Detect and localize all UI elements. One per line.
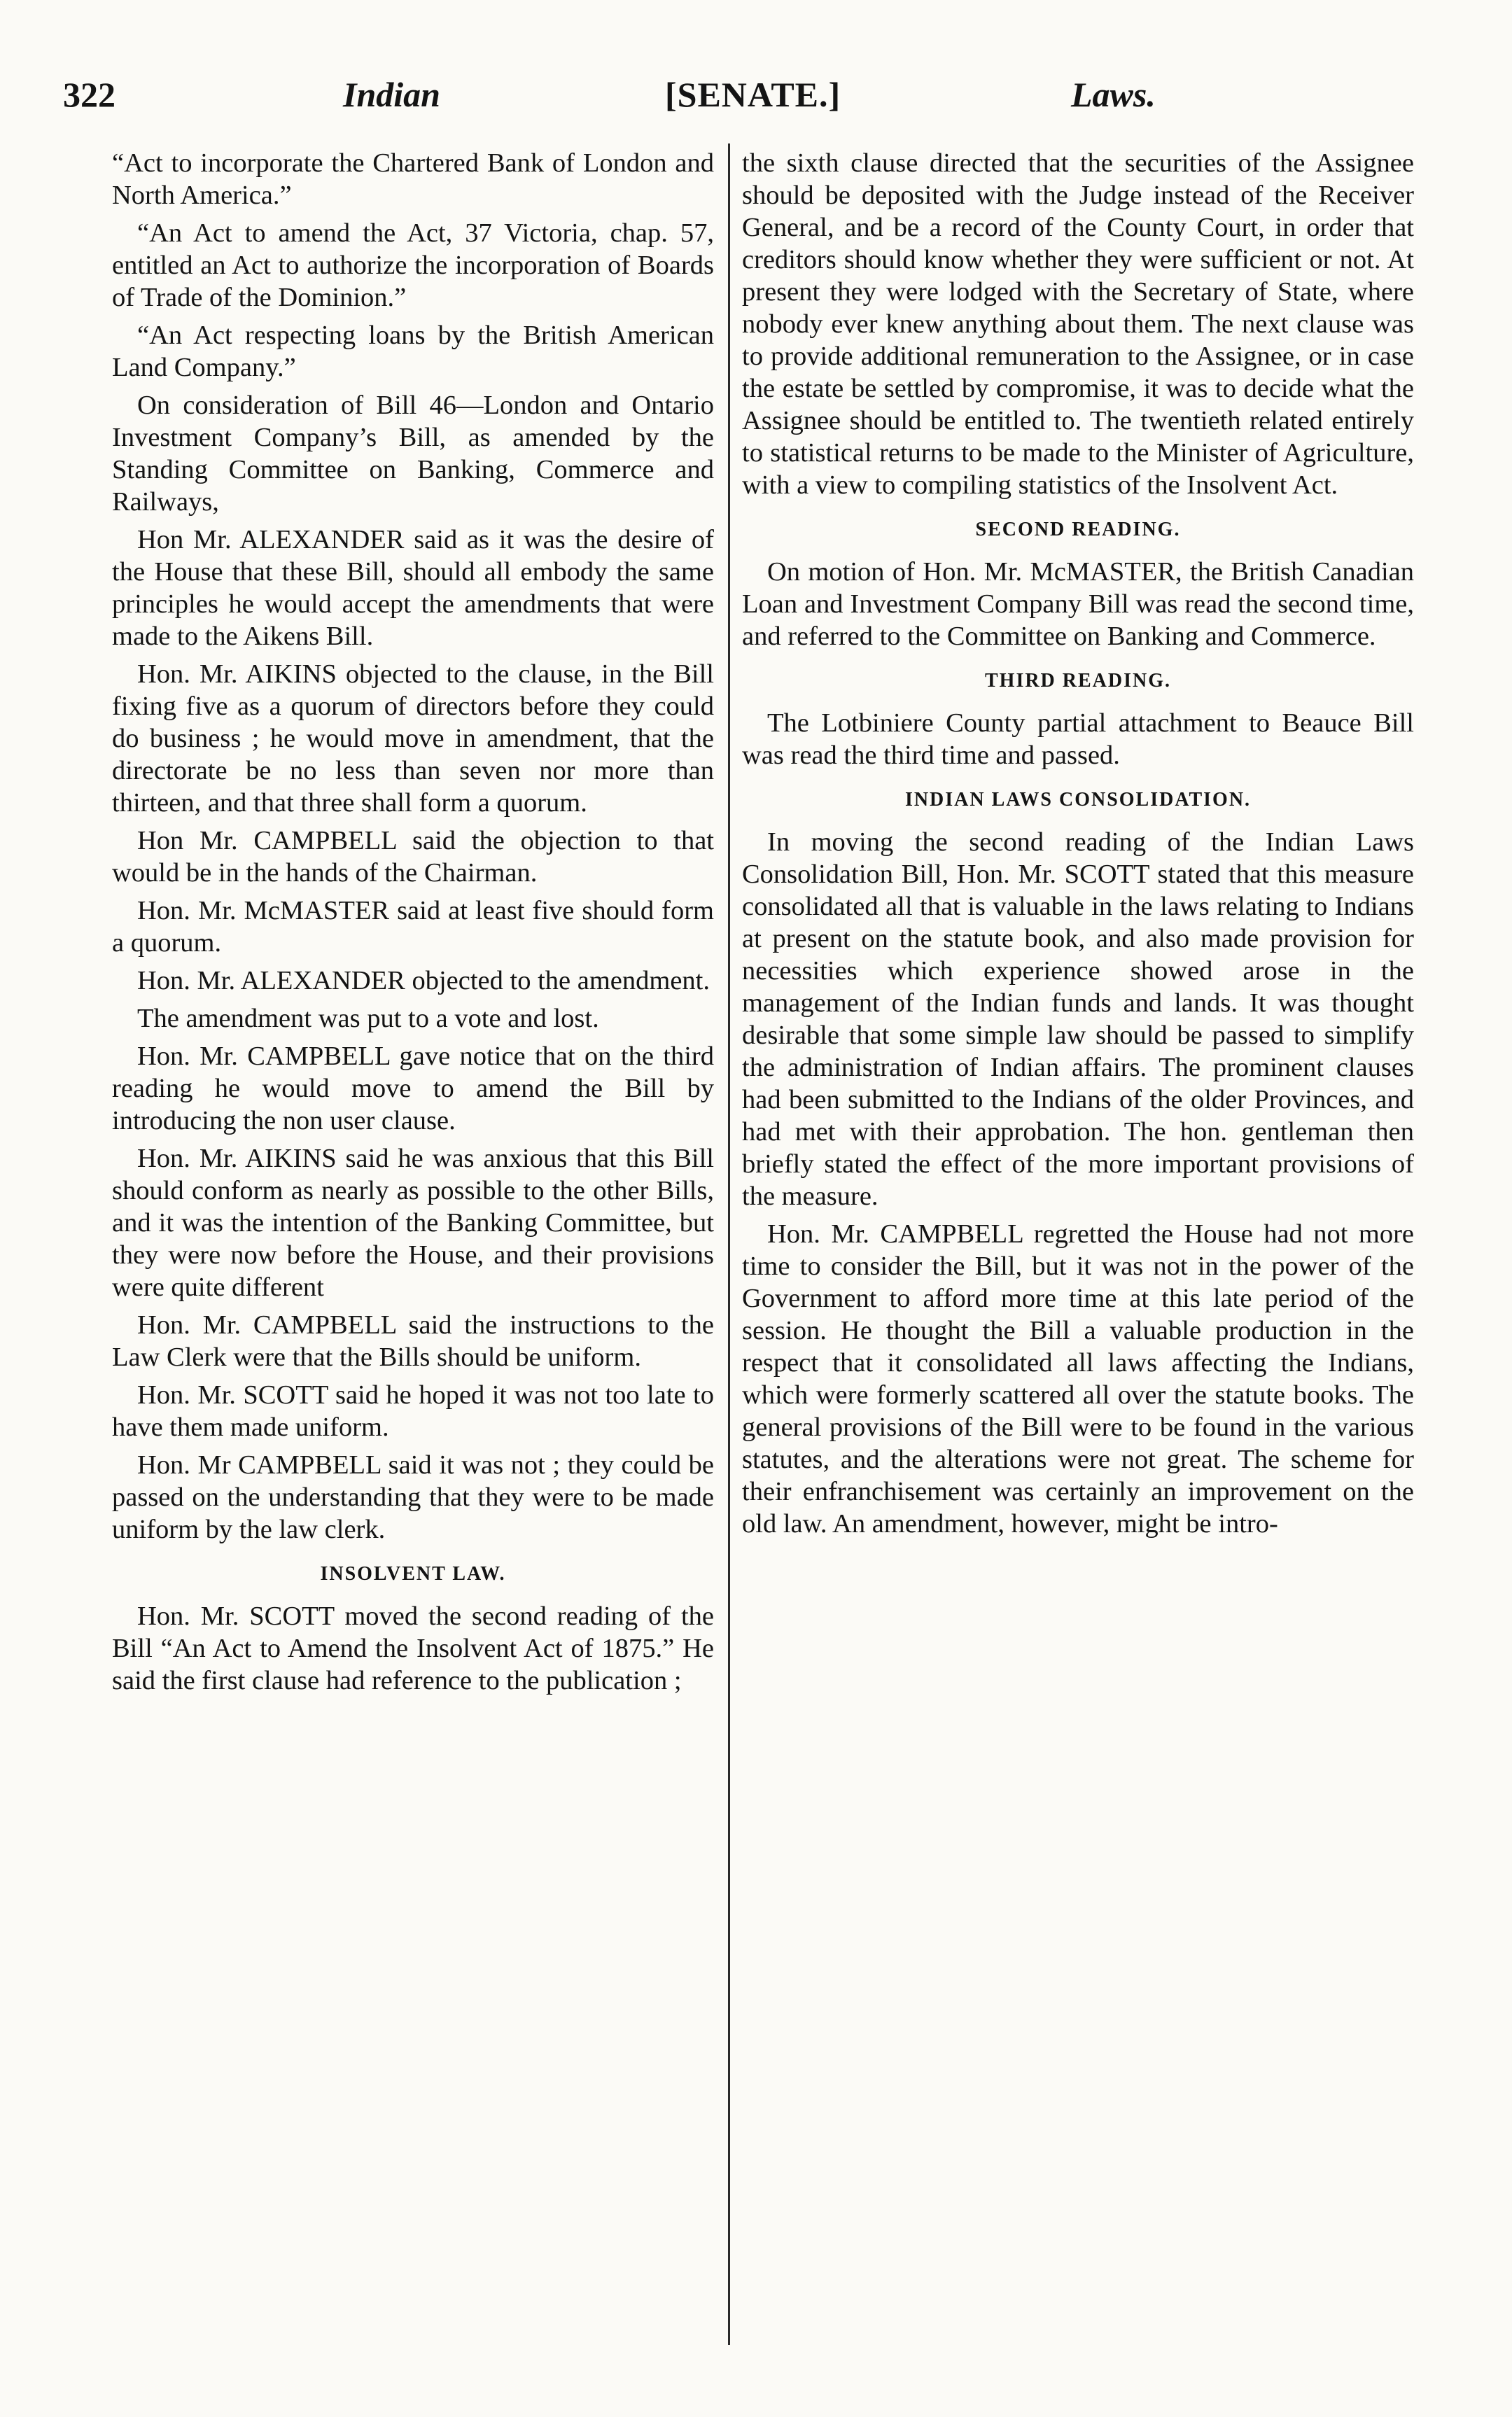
running-title-left: Indian: [343, 75, 440, 114]
section-heading-third-reading: THIRD READING.: [984, 670, 1172, 692]
paragraph: Hon. Mr. SCOTT said he hoped it was not too late to have them made uniform.: [112, 1380, 714, 1442]
paragraph: Hon. Mr. McMASTER said at least five should form a quorum.: [112, 896, 714, 958]
paragraph: Hon. Mr. AIKINS objected to the clause, in the Bill fixing five as a quorum of directors before they could do business ; he would move in amendment, that the directorate be no less than seven nor more than thirteen, and that three shall form a quorum.: [112, 659, 714, 818]
paragraph: “An Act respecting loans by the British American Land Company.”: [112, 321, 714, 382]
section-heading-second-reading: SECOND READING.: [975, 519, 1181, 540]
paragraph: The amendment was put to a vote and lost.: [137, 1004, 599, 1033]
section-heading-insolvent-law: INSOLVENT LAW.: [320, 1563, 506, 1585]
section-heading-indian-laws: INDIAN LAWS CONSOLIDATION.: [904, 789, 1252, 811]
paragraph: The Lotbiniere County partial attachment to Beauce Bill was read the third time and passed.: [742, 708, 1414, 770]
paragraph: the sixth clause directed that the securities of the Assignee should be deposited with the Judge instead of the Receiver General, and be a record of the County Court, in order that creditors should know whether they were sufficient or not. At present they were lodged with the Secretary of State, where nobody ever knew anything about them. The next clause was to provide additional remuneration to the Assignee, or in case the estate be settled by compromise, it was to decide what the Assignee should be entitled to. The twentieth related entirely to statistical returns to be made to the Minister of Agriculture, with a view to compiling statistics of the Insolvent Act.: [742, 148, 1414, 500]
paragraph: On consideration of Bill 46—London and Ontario Investment Company’s Bill, as amended by the Standing Committee on Banking, Commerce and Railways,: [112, 391, 714, 517]
paragraph: Hon. Mr. AIKINS said he was anxious that this Bill should conform as nearly as possible to the other Bills, and it was the intention of the Banking Committee, but they were now before the House, and their provisions were quite different: [112, 1144, 714, 1302]
paragraph: Hon. Mr. CAMPBELL said the instructions to the Law Clerk were that the Bills should be uniform.: [112, 1310, 714, 1372]
running-title-right: Laws.: [1071, 75, 1156, 114]
paragraph: On motion of Hon. Mr. McMASTER, the British Canadian Loan and Investment Company Bill was read the second time, and referred to the Committee on Banking and Commerce.: [742, 557, 1414, 651]
running-title-center: [SENATE.]: [665, 75, 841, 114]
paragraph: “An Act to amend the Act, 37 Victoria, chap. 57, entitled an Act to authorize the incorporation of Boards of Trade of the Dominion.”: [112, 218, 714, 312]
paragraph: Hon Mr. CAMPBELL said the objection to that would be in the hands of the Chairman.: [112, 826, 714, 888]
paragraph: Hon. Mr. ALEXANDER objected to the amendment.: [137, 966, 710, 995]
paragraph: Hon. Mr CAMPBELL said it was not ; they could be passed on the understanding that they were to be made uniform by the law clerk.: [112, 1450, 714, 1544]
page-number: 322: [63, 75, 115, 114]
right-column: [742, 147, 1414, 2345]
paragraph: “Act to incorporate the Chartered Bank of London and North America.”: [112, 148, 714, 210]
page-header: [63, 66, 1456, 122]
paragraph: In moving the second reading of the Indian Laws Consolidation Bill, Hon. Mr. SCOTT stated that this measure consolidated all that is valuable in the laws relating to Indians at present on the statute book, and also made provision for necessities which experience showed arose in the management of the Indian funds and lands. It was thought desirable that some simple law should be passed to simplify the administration of Indian affairs. The prominent clauses had been submitted to the Indians of the older Provinces, and had met with their approbation. The hon. gentleman then briefly stated the effect of the more important provisions of the measure.: [742, 827, 1414, 1211]
paragraph: Hon. Mr. CAMPBELL gave notice that on the third reading he would move to amend the Bill by introducing the non user clause.: [112, 1042, 714, 1135]
column-divider: [728, 143, 730, 2345]
paragraph: Hon Mr. ALEXANDER said as it was the desire of the House that these Bill, should all embody the same principles he would accept the amendments that were made to the Aikens Bill.: [112, 525, 714, 651]
paragraph: Hon. Mr. SCOTT moved the second reading of the Bill “An Act to Amend the Insolvent Act of 1875.” He said the first clause had reference to the publication ;: [112, 1602, 714, 1695]
paragraph: Hon. Mr. CAMPBELL regretted the House had not more time to consider the Bill, but it was not in the power of the Government to afford more time at this late period of the session. He thought the Bill a valuable production in the respect that it consolidated all laws affecting the Indians, which were formerly scattered all over the statute books. The general provisions of the Bill were to be found in the various statutes, and the alterations were not great. The scheme for their enfranchisement was certainly an improvement on the old law. An amendment, however, might be intro-: [742, 1219, 1414, 1539]
left-column: [112, 147, 714, 2345]
